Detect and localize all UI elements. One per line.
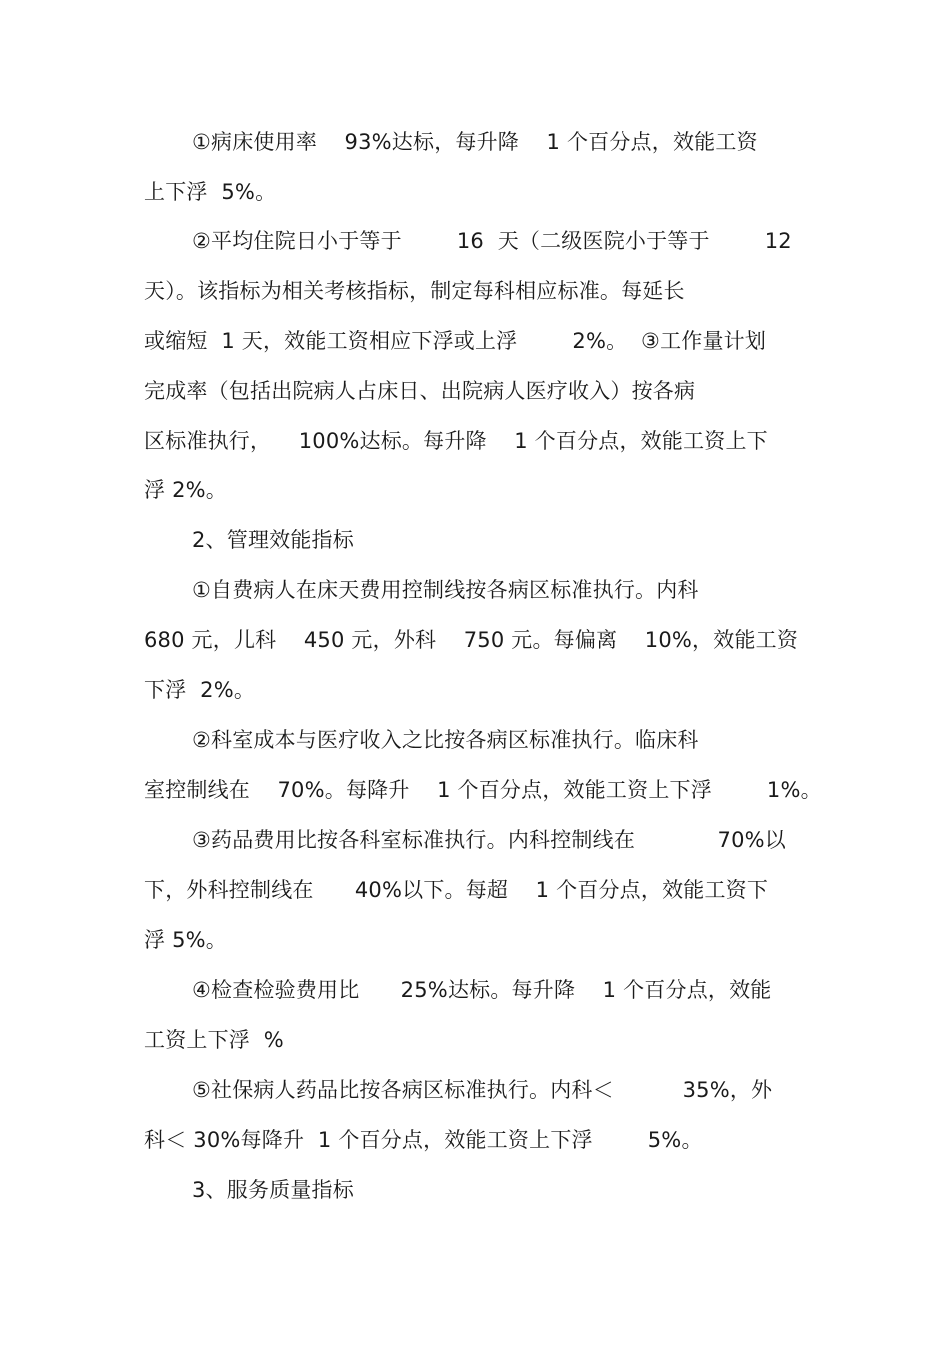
text-line: 下，外科控制线在 40%以下。每超 1 个百分点，效能工资下 [144,878,769,902]
text-line: 浮 5%。 [144,928,227,952]
text-line: 室控制线在 70%。每降升 1 个百分点，效能工资上下浮 1%。 [144,778,822,802]
text-line: ④检查检验费用比 25%达标。每升降 1 个百分点，效能 [192,978,772,1002]
text-line: ⑤社保病人药品比按各病区标准执行。内科＜ 35%，外 [192,1078,773,1102]
text-line: 完成率（包括出院病人占床日、出院病人医疗收入）按各病 [144,379,696,403]
section-heading: 3、服务质量指标 [192,1178,354,1202]
text-line: 上下浮 5%。 [144,180,277,204]
text-line: 区标准执行， 100%达标。每升降 1 个百分点，效能工资上下 [144,429,768,453]
text-line: ①病床使用率 93%达标，每升降 1 个百分点，效能工资 [192,130,758,154]
section-heading: 2、管理效能指标 [192,528,354,552]
text-line: 科＜ 30%每降升 1 个百分点，效能工资上下浮 5%。 [144,1128,703,1152]
text-line: 浮 2%。 [144,478,227,502]
text-line: 680 元，儿科 450 元，外科 750 元。每偏离 10%，效能工资 [144,628,799,652]
text-line: 或缩短 1 天，效能工资相应下浮或上浮 2%。 ③工作量计划 [144,329,767,353]
text-line: 工资上下浮 % [144,1028,284,1052]
text-line: ②科室成本与医疗收入之比按各病区标准执行。临床科 [192,728,699,752]
text-line: ③药品费用比按各科室标准执行。内科控制线在 70%以 [192,828,787,852]
text-line: 下浮 2%。 [144,678,256,702]
text-line: ②平均住院日小于等于 16 天（二级医院小于等于 12 [192,229,792,253]
text-line: 天）。该指标为相关考核指标，制定每科相应标准。每延长 [144,279,685,303]
text-line: ①自费病人在床天费用控制线按各病区标准执行。内科 [192,578,699,602]
